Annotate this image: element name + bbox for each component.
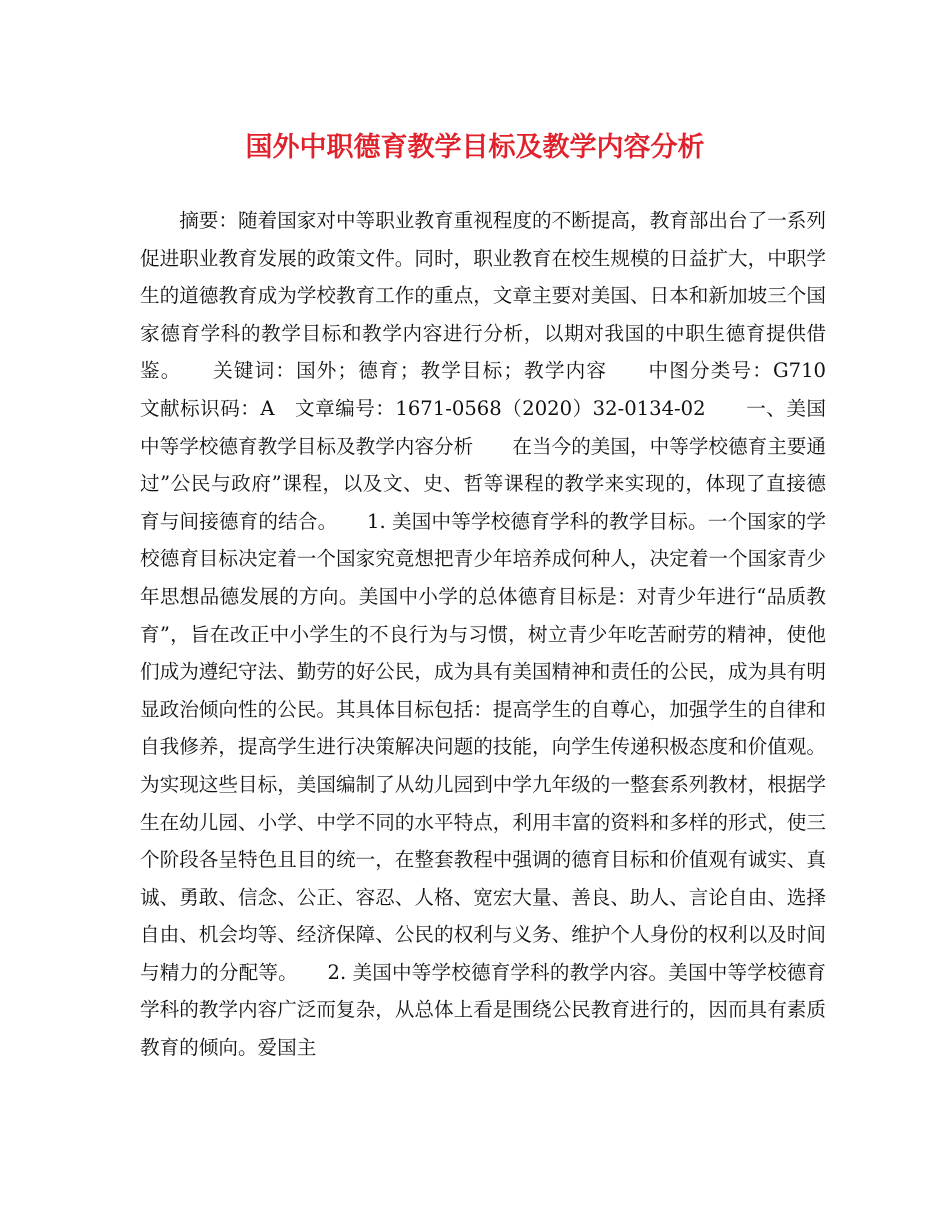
document-title: 国外中职德育教学目标及教学内容分析 [245, 132, 705, 163]
document-body: 摘要：随着国家对中等职业教育重视程度的不断提高，教育部出台了一系列促进职业教育发展的政策文件。同时，职业教育在校生规模的日益扩大，中职学生的道德教育成为学校教育工作的重点，文章主要对美国、日本和新加坡三个国家德育学科的教学目标和教学内容进行分析，以期对我国的中职生德育提供借鉴。 关键词：国外；德育；教学目标；教学内容 中图分类号：G710 文献标识码：A 文章编号：1671-0568（2020）32-0134-02 一、美国中等学校德育教学目标及教学内容分析 在当今的美国，中等学校德育主要通过”公民与政府”课程，以及文、史、哲等课程的教学来实现的，体现了直接德育与间接德育的结合。 1. 美国中等学校德育学科的教学目标。一个国家的学校德育目标决定着一个国家究竟想把青少年培养成何种人，决定着一个国家青少年思想品德发展的方向。美国中小学的总体德育目标是：对青少年进行“品质教育”，旨在改正中小学生的不良行为与习惯，树立青少年吃苦耐劳的精神，使他们成为遵纪守法、勤劳的好公民，成为具有美国精神和责任的公民，成为具有明显政治倾向性的公民。其具体目标包括：提高学生的自尊心，加强学生的自律和自我修养，提高学生进行决策解决问题的技能，向学生传递积极态度和价值观。为实现这些目标，美国编制了从幼儿园到中学九年级的一整套系列教材，根据学生在幼儿园、小学、中学不同的水平特点，利用丰富的资料和多样的形式，使三个阶段各呈特色且目的统一，在整套教程中强调的德育目标和价值观有诚实、真诚、勇敢、信念、公正、容忍、人格、宽宏大量、善良、助人、言论自由、选择自由、机会均等、经济保障、公民的权利与义务、维护个人身份的权利以及时间与精力的分配等。 2. 美国中等学校德育学科的教学内容。美国中等学校德育学科的教学内容广泛而复杂，从总体上看是围绕公民教育进行的，因而具有素质教育的倾向。爱国主 [140, 209, 846, 1060]
